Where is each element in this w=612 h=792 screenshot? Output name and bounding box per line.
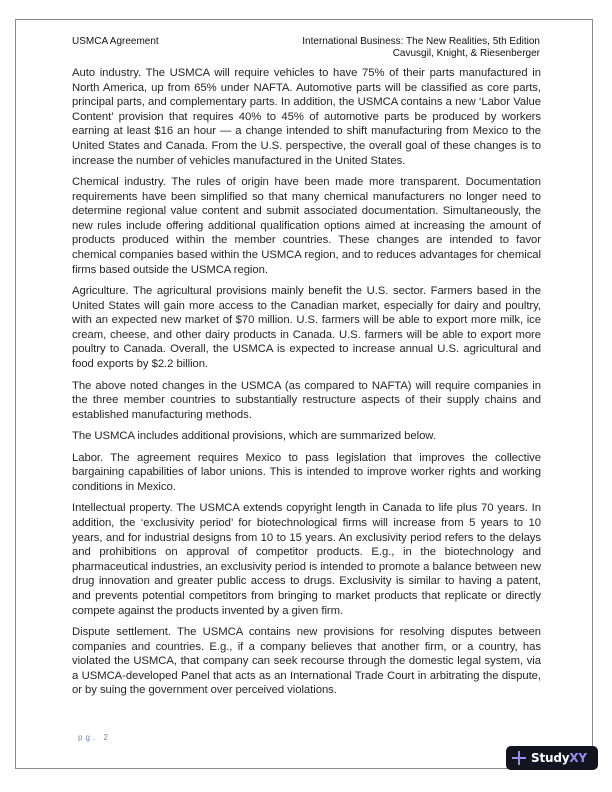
paragraph-labor: Labor. The agreement requires Mexico to pass legislation that improves the collective bargaining capabilities of labor unions. This is intended to improve worker rights and working conditions in Mexico. xyxy=(72,451,541,493)
header-book-title: International Business: The New Realities, 5th Edition xyxy=(302,36,540,47)
paragraph-dispute-settlement: Dispute settlement. The USMCA contains new provisions for resolving disputes between companies and countries. E.g., if a company believes that another firm, or a country, has violated the USMCA, that company can seek recourse through the domestic legal system, via a USMCA-developed Panel that acts as an International Trade Court in arbitrating the dispute, or by suing the government over perceived violations. xyxy=(72,626,541,697)
paragraph-agriculture: Agriculture. The agricultural provisions mainly benefit the U.S. sector. Farmers based in the United States will gain more access to the Canadian market, especially for dairy and poultry, with an expected new market of $70 million. U.S. farmers will be able to export more milk, ice cream, cheese, and other dairy products in Canada. U.S. farmers will be able to export more poultry to Canada. Overall, the USMCA is expected to increase annual U.S. agricultural and food exports by $2.2 billion. xyxy=(72,285,541,371)
badge-label-main: Study xyxy=(531,751,570,765)
paragraph-chemical-industry: Chemical industry. The rules of origin have been made more transparent. Documentation requirements have been simplified so that many chemical manufacturers no longer need to determine regional value content and submit associated documentation. Simultaneously, the new rules include offering additional qualification options aimed at increasing the amount of products produced within the member countries. These changes are intended to favor chemical companies based within the USMCA region, and to reduces advantages for chemical firms based outside the USMCA region. xyxy=(72,176,541,276)
badge-label-accent: XY xyxy=(569,751,587,765)
header-authors: Cavusgil, Knight, & Riesenberger xyxy=(392,48,540,59)
paragraph-supply-chain-changes: The above noted changes in the USMCA (as compared to NAFTA) will require companies in the three member countries to substantially restructure aspects of their supply chains and established manufacturing methods. xyxy=(72,379,541,421)
document-header-title: USMCA Agreement xyxy=(72,36,159,47)
paragraph-auto-industry: Auto industry. The USMCA will require vehicles to have 75% of their parts manufactured in North America, up from 65% under NAFTA. Automotive parts will be classified as core parts, principal parts, and complementary parts. In addition, the USMCA contains a new ‘Labor Value Content’ provision that requires 40% to 45% of automotive parts be produced by workers earning at least $16 an hour — a change intended to shift manufacturing from Mexico to the United States and Canada. From the U.S. perspective, the overall goal of these changes is to increase the number of vehicles manufactured in the United States. xyxy=(72,67,541,167)
badge-label xyxy=(531,751,587,765)
paragraph-additional-provisions: The USMCA includes additional provisions, which are summarized below. xyxy=(72,430,436,443)
document-body xyxy=(72,66,541,705)
studyxy-badge[interactable] xyxy=(506,746,598,770)
document-header-source xyxy=(302,36,540,60)
paragraph-intellectual-property: Intellectual property. The USMCA extends copyright length in Canada to life plus 70 years. In addition, the ‘exclusivity period’ for biotechnological firms will increase from 5 years to 10 years, and for industrial designs from 10 to 15 years. An exclusivity period refers to the delays and prohibitions on approval of competitor products. E.g., in the biotechnology and pharmaceutical industries, an exclusivity period is intended to promote a balance between new drug innovation and greater public access to drugs. Exclusivity is similar to having a patent, and prevents potential competitors from bringing to market products that replicate or directly compete against the products invented by a given firm. xyxy=(72,502,541,617)
plus-icon xyxy=(512,751,526,765)
page-number: pg. 2 xyxy=(78,733,111,742)
